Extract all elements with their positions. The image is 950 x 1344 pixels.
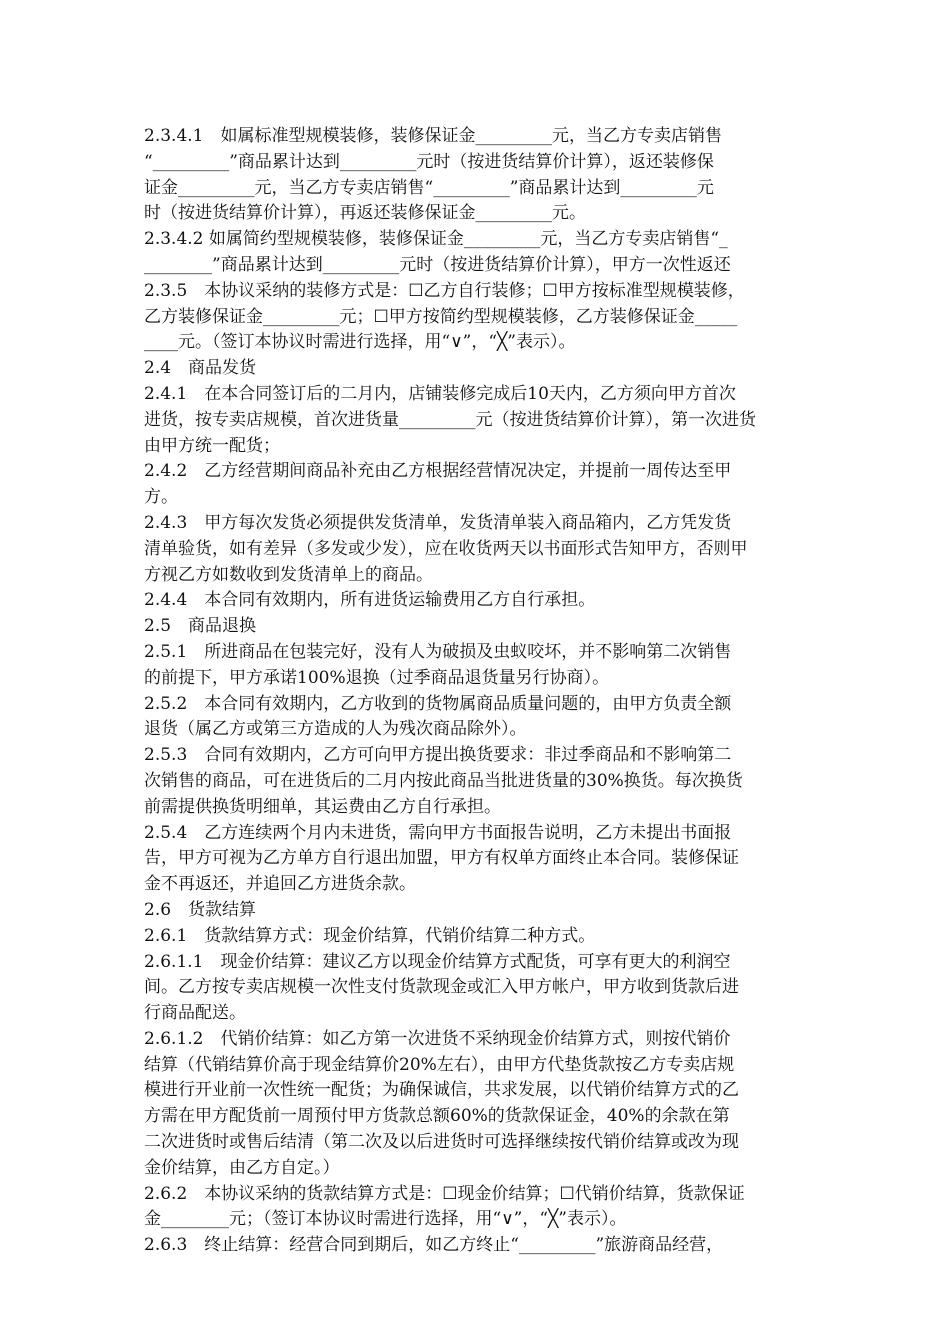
text-line: 时（按进货结算价计算），再返还装修保证金_________元。 bbox=[144, 203, 586, 224]
section-heading: 2.6 货款结算 bbox=[144, 899, 257, 920]
text-line: 由甲方统一配货； bbox=[144, 435, 280, 456]
text-line: 2.3.4.1 如属标准型规模装修，装修保证金_________元，当乙方专卖店销售 bbox=[144, 126, 722, 146]
document-body bbox=[144, 124, 810, 1259]
text-line: 金不再返还，并追回乙方进货余款。 bbox=[144, 874, 416, 895]
text-line: 2.4.3 甲方每次发货必须提供发货清单，发货清单装入商品箱内，乙方凭发货 bbox=[144, 512, 732, 533]
text-line: 2.4.2 乙方经营期间商品补充由乙方根据经营情况决定，并提前一周传达至甲 bbox=[144, 461, 732, 482]
text-line: 次销售的商品，可在进货后的二月内按此商品当批进货量的30%换货。每次换货 bbox=[144, 770, 743, 791]
text-line: 2.6.1.1 现金价结算：建议乙方以现金价结算方式配货，可享有更大的利润空 bbox=[144, 951, 731, 972]
text-line: 2.6.1.2 代销价结算：如乙方第一次进货不采纳现金价结算方式，则按代销价 bbox=[144, 1028, 731, 1049]
section-heading: 2.5 商品退换 bbox=[144, 616, 257, 637]
text-line: 2.6.1 货款结算方式：现金价结算，代销价结算二种方式。 bbox=[144, 925, 596, 946]
text-line: 行商品配送。 bbox=[144, 1003, 246, 1024]
text-line: 2.6.2 本协议采纳的货款结算方式是：☐现金价结算；☐代销价结算，货款保证 bbox=[144, 1183, 745, 1204]
text-line: 金________元；（签订本协议时需进行选择，用“∨”，“╳”表示）。 bbox=[144, 1209, 627, 1230]
text-line: 乙方装修保证金_________元；☐甲方按简约型规模装修，乙方装修保证金_____ bbox=[144, 306, 738, 327]
text-line: 2.4.1 在本合同签订后的二月内，店铺装修完成后10天内，乙方须向甲方首次 bbox=[144, 383, 736, 404]
text-line: 结算（代销结算价高于现金结算价20%左右），由甲方代垫货款按乙方专卖店规 bbox=[144, 1054, 735, 1075]
text-line: 2.6.3 终止结算：经营合同到期后，如乙方终止“_________”旅游商品经营， bbox=[144, 1235, 724, 1256]
text-line: 的前提下，甲方承诺100%退换（过季商品退货量另行协商）。 bbox=[144, 667, 610, 688]
text-line: 二次进货时或售后结清（第二次及以后进货时可选择继续按代销价结算或改为现 bbox=[144, 1132, 739, 1153]
section-heading: 2.4 商品发货 bbox=[144, 358, 257, 379]
text-line: 模进行开业前一次性统一配货；为确保诚信，共求发展，以代销价结算方式的乙 bbox=[144, 1080, 739, 1101]
text-line: 方需在甲方配货前一周预付甲方货款总额60%的货款保证金，40%的余款在第 bbox=[144, 1106, 730, 1127]
text-line: 间。乙方按专卖店规模一次性支付货款现金或汇入甲方帐户，甲方收到货款后进 bbox=[144, 977, 739, 998]
text-line: 2.5.4 乙方连续两个月内未进货，需向甲方书面报告说明，乙方未提出书面报 bbox=[144, 822, 732, 843]
text-line: 前需提供换货明细单，其运费由乙方自行承担。 bbox=[144, 796, 501, 817]
text-line: 2.3.5 本协议采纳的装修方式是：☐乙方自行装修；☐甲方按标准型规模装修， bbox=[144, 280, 745, 301]
text-line: 退货（属乙方或第三方造成的人为残次商品除外）。 bbox=[144, 719, 527, 740]
text-line: 方视乙方如数收到发货清单上的商品。 bbox=[144, 564, 433, 585]
text-line: 清单验货，如有差异（多发或少发），应在收货两天以书面形式告知甲方，否则甲 bbox=[144, 538, 748, 559]
text-line: ____元。（签订本协议时需进行选择，用“∨”，“╳”表示）。 bbox=[144, 332, 576, 353]
text-line: 2.5.3 合同有效期内，乙方可向甲方提出换货要求：非过季商品和不影响第二 bbox=[144, 745, 732, 766]
text-line: 证金_________元，当乙方专卖店销售“_________”商品累计达到_________元 bbox=[144, 177, 714, 198]
text-line: 2.5.1 所进商品在包装完好，没有人为破损及虫蚁咬坏，并不影响第二次销售 bbox=[144, 641, 732, 662]
text-line: 2.4.4 本合同有效期内，所有进货运输费用乙方自行承担。 bbox=[144, 590, 596, 611]
text-line: 进货，按专卖店规模，首次进货量_________元（按进货结算价计算），第一次进货 bbox=[144, 409, 756, 430]
text-line: 金价结算，由乙方自定。） bbox=[144, 1157, 340, 1178]
text-line: 告，甲方可视为乙方单方自行退出加盟，甲方有权单方面终止本合同。装修保证 bbox=[144, 848, 739, 869]
text-line: 2.3.4.2 如属简约型规模装修，装修保证金_________元，当乙方专卖店销售“_ bbox=[144, 229, 728, 250]
text-line: ________”商品累计达到_________元时（按进货结算价计算），甲方一次性返还 bbox=[144, 254, 731, 275]
text-line: 2.5.2 本合同有效期内，乙方收到的货物属商品质量问题的，由甲方负责全额 bbox=[144, 693, 732, 714]
text-line: 方。 bbox=[144, 487, 178, 508]
text-line: “_________”商品累计达到_________元时（按进货结算价计算），返还装修保 bbox=[144, 151, 714, 172]
